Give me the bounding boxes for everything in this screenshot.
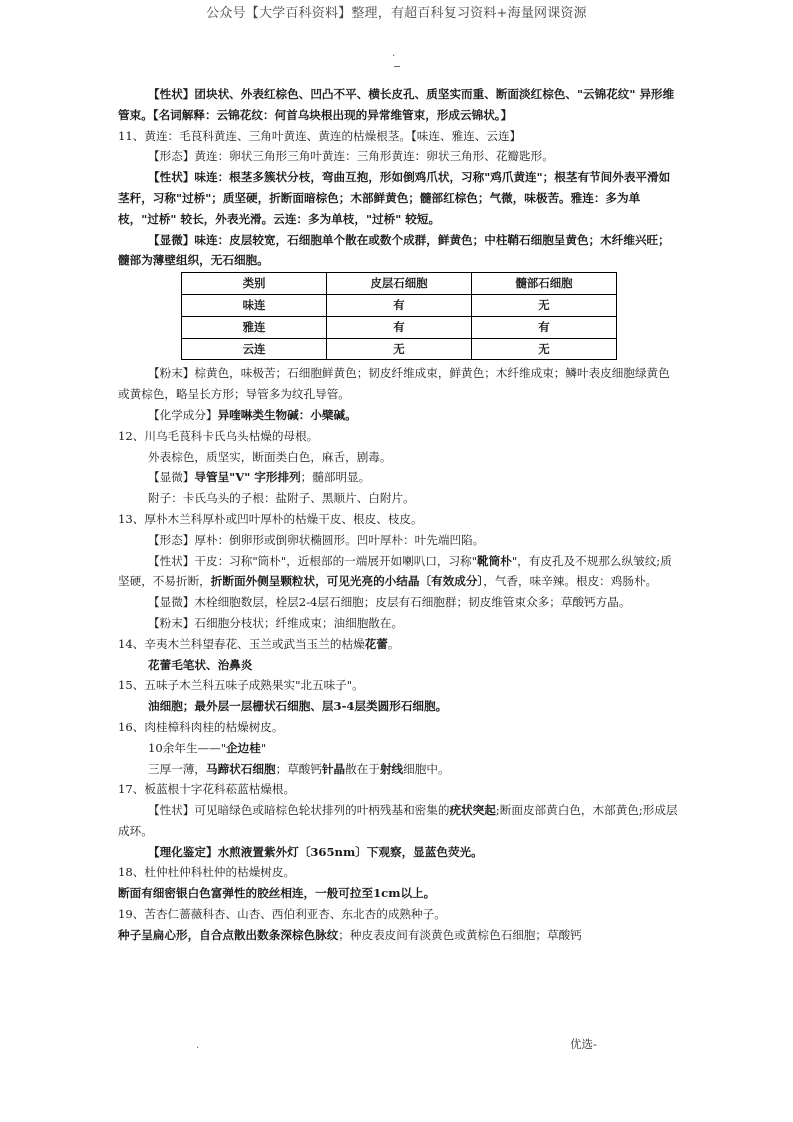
table-row <box>182 338 617 360</box>
para-item-18-duzhong: 18、杜仲杜仲科杜仲的枯燥树皮。 <box>118 865 296 880</box>
document-body <box>118 84 680 946</box>
top-rule <box>394 66 400 67</box>
para-rougui-desc: 三厚一薄，马蹄状石细胞；草酸钙针晶散在于射线细胞中。 <box>148 761 450 776</box>
para-fenmo-houpo: 【粉末】石细胞分枝状；纤维成束；油细胞散在。 <box>148 615 404 630</box>
para-huaxue-chengfen: 【化学成分】异喹啉类生物碱：小檗碱。 <box>148 407 357 422</box>
para-fenmo-huanglian: 【粉末】棕黄色，味极苦；石细胞鲜黄色；韧皮纤维成束，鲜黄色；木纤维成束；鳞叶表皮细胞绿黄色或黄棕色，略呈长方形；导管多为纹孔导管。 <box>118 366 670 402</box>
table-cell: 无 <box>472 338 617 360</box>
table-header-cell: 髓部石细胞 <box>472 273 617 295</box>
para-item-16-rougui: 16、肉桂樟科肉桂的枯燥树皮。 <box>118 719 284 734</box>
para-xinyi-desc: 花蕾毛笔状、治鼻炎 <box>148 657 253 672</box>
table-row <box>182 294 617 316</box>
table-cell: 有 <box>327 294 472 316</box>
footer-mark: . <box>196 1040 200 1051</box>
table-header-cell: 类别 <box>182 273 327 295</box>
para-xingzhuang-houpo: 【性状】干皮：习称"筒朴"，近根部的一端展开如喇叭口，习称"靴筒朴"，有皮孔及不规那么纵皱纹;质坚硬，不易折断，折断面外侧呈颗粒状，可见光亮的小结晶〔有效成分〕，气香，味辛辣。根皮：鸡肠朴。 <box>118 553 672 589</box>
para-xingzhuang-banlangen: 【性状】可见暗绿色或暗棕色轮状排列的叶柄残基和密集的疣状突起;断面皮部黄白色，木部黄色;形成层成环。 <box>118 803 678 838</box>
para-item-13-houpo: 13、厚朴木兰科厚朴或凹叶厚朴的枯燥干皮、根皮、枝皮。 <box>118 511 423 526</box>
para-kuxingren-desc: 种子呈扁心形，自合点散出数条深棕色脉纹；种皮表皮间有淡黄色或黄棕色石细胞；草酸钙 <box>118 927 582 942</box>
para-item-14-xinyi: 14、辛夷木兰科望春花、玉兰或武当玉兰的枯燥花蕾。 <box>118 636 400 651</box>
para-xianwei-houpo: 【显微】木栓细胞数层，栓层2-4层石细胞；皮层有石细胞群；韧皮维管束众多；草酸钙方晶。 <box>148 595 631 610</box>
para-xingtai-huanglian: 【形态】黄连：卵状三角形三角叶黄连：三角形黄连：卵状三角形、花瓣匙形。 <box>148 149 554 164</box>
table-cell: 有 <box>472 316 617 338</box>
para-xingtai-houpo: 【形态】厚朴：倒卵形或倒卵状椭圆形。凹叶厚朴：叶先端凹陷。 <box>148 532 485 547</box>
para-item-11-huanglian: 11、黄连：毛茛科黄连、三角叶黄连、黄连的枯燥根茎。【味连、雅连、云连】 <box>118 128 522 143</box>
para-chuanwu-desc: 外表棕色，质坚实，断面类白色，麻舌，剧毒。 <box>148 449 392 464</box>
table-cell: 味连 <box>182 294 327 316</box>
table-cell: 云连 <box>182 338 327 360</box>
para-lihua-jianding: 【理化鉴定】水煎液置紫外灯〔365nm〕下观察，显蓝色荧光。 <box>148 844 483 859</box>
para-item-15-wuweizi: 15、五味子木兰科五味子成熟果实"北五味子"。 <box>118 678 364 693</box>
top-mark: . <box>392 48 396 59</box>
para-item-17-banlangen: 17、板蓝根十字花科菘蓝枯燥根。 <box>118 782 296 797</box>
stone-cell-table <box>181 272 617 360</box>
table-cell: 有 <box>327 316 472 338</box>
para-xianwei-chuanwu: 【显微】导管呈"V" 字形排列；髓部明显。 <box>148 470 371 485</box>
footer-label: 优选- <box>570 1037 597 1051</box>
table-row <box>182 316 617 338</box>
table-cell: 雅连 <box>182 316 327 338</box>
para-duzhong-desc: 断面有细密银白色富弹性的胶丝相连，一般可拉至1cm以上。 <box>118 886 436 901</box>
page-header: 公众号【大学百科资料】整理，有超百科复习资料+海量网课资源 <box>206 6 587 21</box>
para-xingzhuang-huanglian: 【性状】味连：根茎多簇状分枝，弯曲互抱，形如倒鸡爪状，习称"鸡爪黄连"；根茎有节间外表平滑如茎秆，习称"过桥"；质坚硬，折断面暗棕色；木部鲜黄色；髓部红棕色；气微，味极苦。雅连：多为单枝，"过桥" 较长，外表光滑。云连：多为单枝，"过桥" 较短。 <box>118 170 671 226</box>
para-rougui-age: 10余年生——"企边桂" <box>148 740 267 755</box>
table-cell: 无 <box>327 338 472 360</box>
table-header-row <box>182 273 617 295</box>
para-xianwei-huanglian: 【显微】味连：皮层较宽，石细胞单个散在或数个成群，鲜黄色；中柱鞘石细胞呈黄色；木纤维兴旺；髓部为薄壁组织，无石细胞。 <box>118 232 670 268</box>
para-fuzi: 附子：卡氏乌头的子根：盐附子、黑顺片、白附片。 <box>148 491 415 506</box>
table-header-cell: 皮层石细胞 <box>327 273 472 295</box>
para-wuweizi-desc: 油细胞；最外层一层栅状石细胞、层3-4层类圆形石细胞。 <box>148 699 448 714</box>
table-cell: 无 <box>472 294 617 316</box>
para-xingzhuang-heshouwu: 【性状】团块状、外表红棕色、凹凸不平、横长皮孔、质坚实而重、断面淡红棕色、"云锦花纹" 异形维管束。【名词解释：云锦花纹：何首乌块根出现的异常维管束，形成云锦状。】 <box>118 87 675 122</box>
para-item-12-chuanwu: 12、川乌毛茛科卡氏乌头枯燥的母根。 <box>118 428 319 443</box>
para-item-19-kuxingren: 19、苦杏仁蔷薇科杏、山杏、西伯利亚杏、东北杏的成熟种子。 <box>118 907 446 922</box>
